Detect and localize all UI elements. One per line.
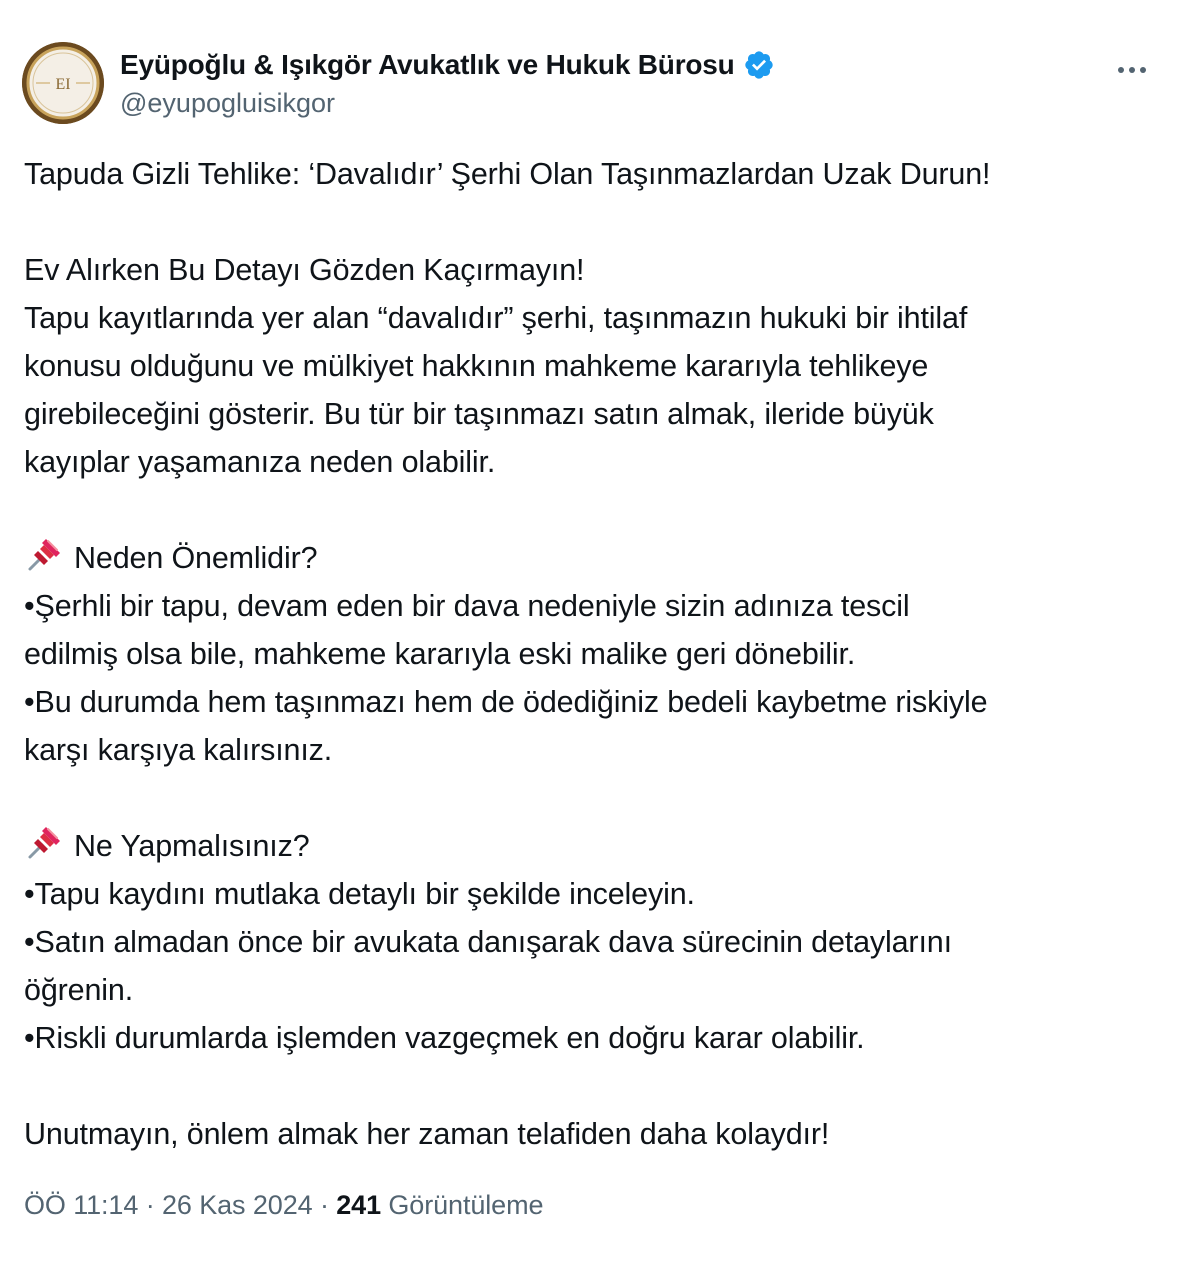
tweet-text [24, 150, 1164, 1158]
display-name[interactable]: Eyüpoğlu & Işıkgör Avukatlık ve Hukuk Bürosu [120, 49, 735, 80]
tweet-header [22, 42, 1162, 126]
verified-badge-icon[interactable] [743, 49, 775, 81]
avatar[interactable] [22, 42, 104, 124]
section1-line: edilmiş olsa bile, mahkeme kararıyla eski malike geri dönebilir. [24, 637, 856, 671]
section1-line: karşı karşıya kalırsınız. [24, 733, 333, 767]
intro-line: Tapu kayıtlarında yer alan “davalıdır” şerhi, taşınmazın hukuki bir ihtilaf [24, 301, 968, 335]
intro-line: konusu olduğunu ve mülkiyet hakkının mahkeme kararıyla tehlikeye [24, 349, 929, 383]
views-label: Görüntüleme [388, 1190, 544, 1220]
section-heading-1 [24, 534, 1164, 582]
blank-line [24, 198, 1164, 246]
author-names [120, 46, 1020, 119]
intro-line: kayıplar yaşamanıza neden olabilir. [24, 445, 496, 479]
section-heading-1-text: Neden Önemlidir? [74, 541, 318, 575]
tweet-meta [24, 1190, 543, 1221]
section-heading-2 [24, 822, 1164, 870]
blank-line [24, 774, 1164, 822]
intro-line: girebileceğini gösterir. Bu tür bir taşınmazı satın almak, ileride büyük [24, 397, 934, 431]
views[interactable] [336, 1190, 543, 1220]
meta-separator: · [145, 1190, 155, 1220]
views-count: 241 [336, 1190, 381, 1220]
blank-line [24, 1062, 1164, 1110]
tweet-title: Tapuda Gizli Tehlike: ‘Davalıdır’ Şerhi Olan Taşınmazlardan Uzak Durun! [24, 157, 991, 191]
tweet-time: ÖÖ 11:14 [24, 1190, 139, 1220]
section2-line: •Tapu kaydını mutlaka detaylı bir şekilde inceleyin. [24, 877, 695, 911]
avatar-monogram: EI [55, 76, 71, 93]
meta-separator: · [319, 1190, 329, 1220]
section-heading-2-text: Ne Yapmalısınız? [74, 829, 310, 863]
more-options-icon [1117, 66, 1147, 74]
blank-line [24, 486, 1164, 534]
closing-line: Unutmayın, önlem almak her zaman telafiden daha kolaydır! [24, 1117, 830, 1151]
tweet-date: 26 Kas 2024 [162, 1190, 313, 1220]
author-handle[interactable]: @eyupogluisikgor [120, 88, 336, 118]
more-options-button[interactable] [1112, 50, 1152, 90]
section2-line: •Riskli durumlarda işlemden vazgeçmek en doğru karar olabilir. [24, 1021, 865, 1055]
section1-line: •Şerhli bir tapu, devam eden bir dava nedeniyle sizin adınıza tescil [24, 589, 910, 623]
section2-line: öğrenin. [24, 973, 134, 1007]
pushpin-icon [24, 535, 64, 575]
section2-line: •Satın almadan önce bir avukata danışarak dava sürecinin detaylarını [24, 925, 952, 959]
tweet-timestamp-link[interactable] [24, 1190, 313, 1220]
section1-line: •Bu durumda hem taşınmazı hem de ödediğiniz bedeli kaybetme riskiyle [24, 685, 988, 719]
display-name-row [120, 46, 1020, 84]
intro-heading: Ev Alırken Bu Detayı Gözden Kaçırmayın! [24, 253, 585, 287]
pushpin-icon [24, 823, 64, 863]
